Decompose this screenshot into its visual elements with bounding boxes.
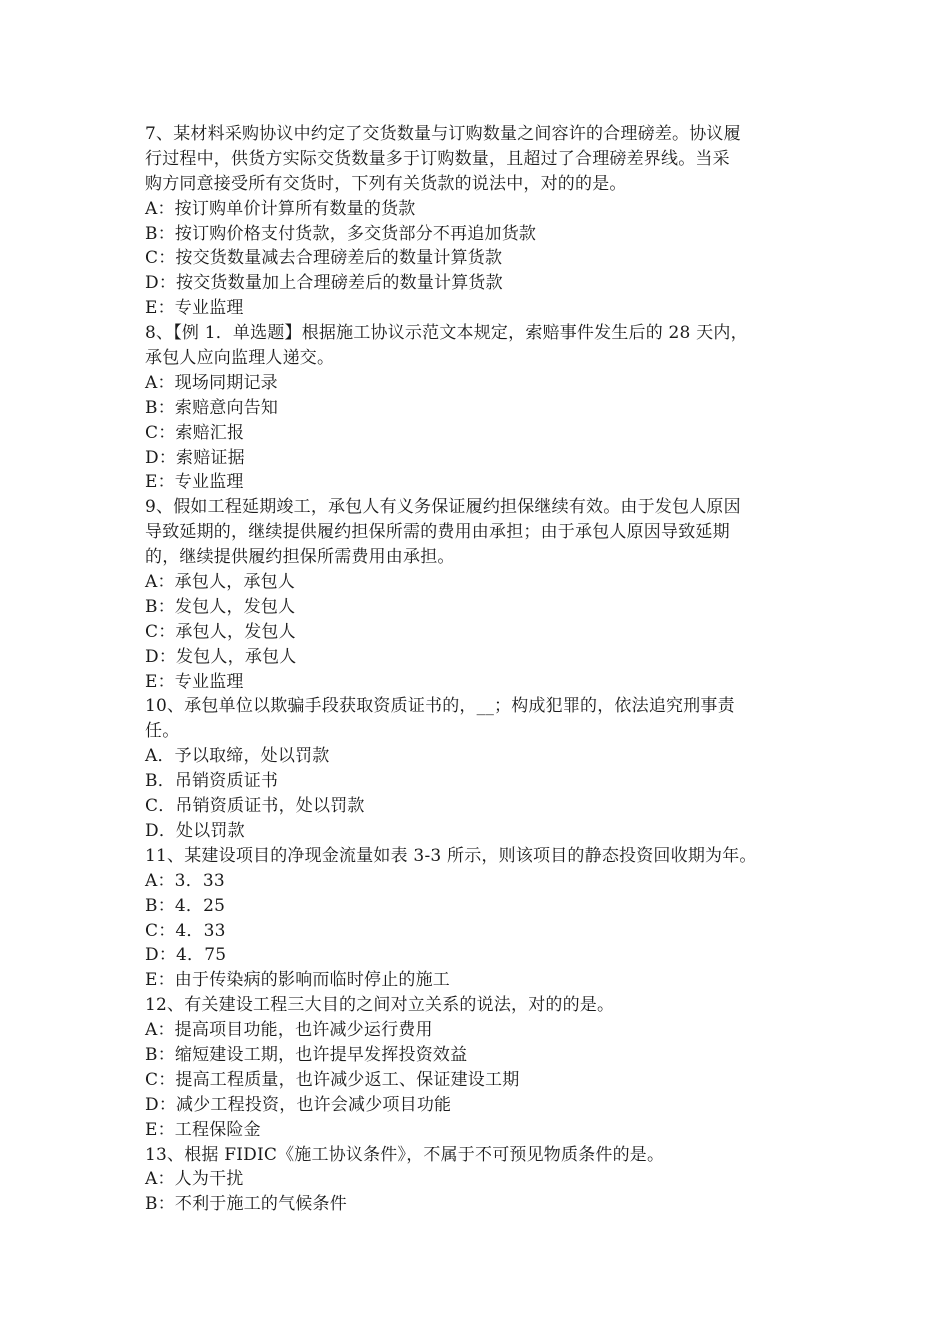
question-10-option-b: B．吊销资质证书 bbox=[145, 771, 279, 792]
question-7-line-1: 7、某材料采购协议中约定了交货数量与订购数量之间容许的合理磅差。协议履 bbox=[145, 124, 741, 144]
question-13-line-1: 13、根据 FIDIC《施工协议条件》，不属于不可预见物质条件的是。 bbox=[145, 1144, 665, 1165]
question-7-option-c: C：按交货数量减去合理磅差后的数量计算货款 bbox=[145, 248, 503, 269]
question-8-line-2: 承包人应向监理人递交。 bbox=[145, 348, 335, 369]
question-12-option-e: E：工程保险金 bbox=[145, 1119, 261, 1140]
question-12-option-c: C：提高工程质量，也许减少返工、保证建设工期 bbox=[145, 1069, 520, 1090]
question-13-option-a: A：人为干扰 bbox=[145, 1169, 244, 1190]
question-7-line-2: 行过程中，供货方实际交货数量多于订购数量，且超过了合理磅差界线。当采 bbox=[145, 148, 730, 169]
question-12-line-1: 12、有关建设工程三大目的之间对立关系的说法，对的的是。 bbox=[145, 995, 615, 1016]
question-7-option-e: E：专业监理 bbox=[145, 298, 244, 319]
question-9-line-2: 导致延期的，继续提供履约担保所需的费用由承担；由于承包人原因导致延期 bbox=[145, 522, 730, 543]
question-8-option-d: D：索赔证据 bbox=[145, 447, 245, 468]
question-9-option-a: A：承包人，承包人 bbox=[145, 572, 296, 593]
question-9-line-1: 9、假如工程延期竣工，承包人有义务保证履约担保继续有效。由于发包人原因 bbox=[145, 497, 741, 518]
document-body bbox=[145, 122, 810, 1217]
question-13-option-b: B：不利于施工的气候条件 bbox=[145, 1194, 347, 1215]
question-8-option-a: A：现场同期记录 bbox=[145, 372, 278, 393]
question-11-option-c: C：4．33 bbox=[145, 920, 226, 941]
question-8-option-e: E：专业监理 bbox=[145, 472, 244, 493]
question-12-option-a: A：提高项目功能，也许减少运行费用 bbox=[145, 1020, 433, 1041]
question-12-option-d: D：减少工程投资，也许会减少项目功能 bbox=[145, 1094, 452, 1115]
question-10-option-c: C．吊销资质证书，处以罚款 bbox=[145, 796, 365, 817]
question-9-line-3: 的，继续提供履约担保所需费用由承担。 bbox=[145, 547, 455, 568]
question-8-option-b: B：索赔意向告知 bbox=[145, 397, 279, 418]
question-7-option-b: B：按订购价格支付货款，多交货部分不再追加货款 bbox=[145, 223, 537, 244]
question-8-line-1: 8、【例 1．单选题】根据施工协议示范文本规定，索赔事件发生后的 28 天内， bbox=[145, 323, 748, 344]
question-11-option-d: D：4．75 bbox=[145, 945, 227, 966]
question-10-option-a: A．予以取缔，处以罚款 bbox=[145, 746, 330, 767]
question-9-option-b: B：发包人，发包人 bbox=[145, 596, 296, 617]
question-10-option-d: D．处以罚款 bbox=[145, 820, 245, 841]
question-9-option-d: D：发包人，承包人 bbox=[145, 646, 297, 667]
question-7-option-a: A：按订购单价计算所有数量的货款 bbox=[145, 198, 416, 219]
question-11-option-a: A：3．33 bbox=[145, 870, 225, 891]
question-7-option-d: D：按交货数量加上合理磅差后的数量计算货款 bbox=[145, 273, 503, 294]
question-7-line-3: 购方同意接受所有交货时，下列有关货款的说法中，对的的是。 bbox=[145, 173, 627, 194]
question-10-line-2: 任。 bbox=[145, 721, 180, 742]
question-10-line-1: 10、承包单位以欺骗手段获取资质证书的，__；构成犯罪的，依法追究刑事责 bbox=[145, 696, 735, 717]
question-8-option-c: C：索赔汇报 bbox=[145, 422, 245, 443]
question-9-option-c: C：承包人，发包人 bbox=[145, 621, 296, 642]
question-9-option-e: E：专业监理 bbox=[145, 671, 244, 692]
question-11-option-b: B：4．25 bbox=[145, 895, 226, 916]
question-11-line-1: 11、某建设项目的净现金流量如表 3-3 所示，则该项目的静态投资回收期为年。 bbox=[145, 845, 757, 866]
question-12-option-b: B：缩短建设工期，也许提早发挥投资效益 bbox=[145, 1044, 468, 1065]
question-11-option-e: E：由于传染病的影响而临时停止的施工 bbox=[145, 970, 451, 991]
